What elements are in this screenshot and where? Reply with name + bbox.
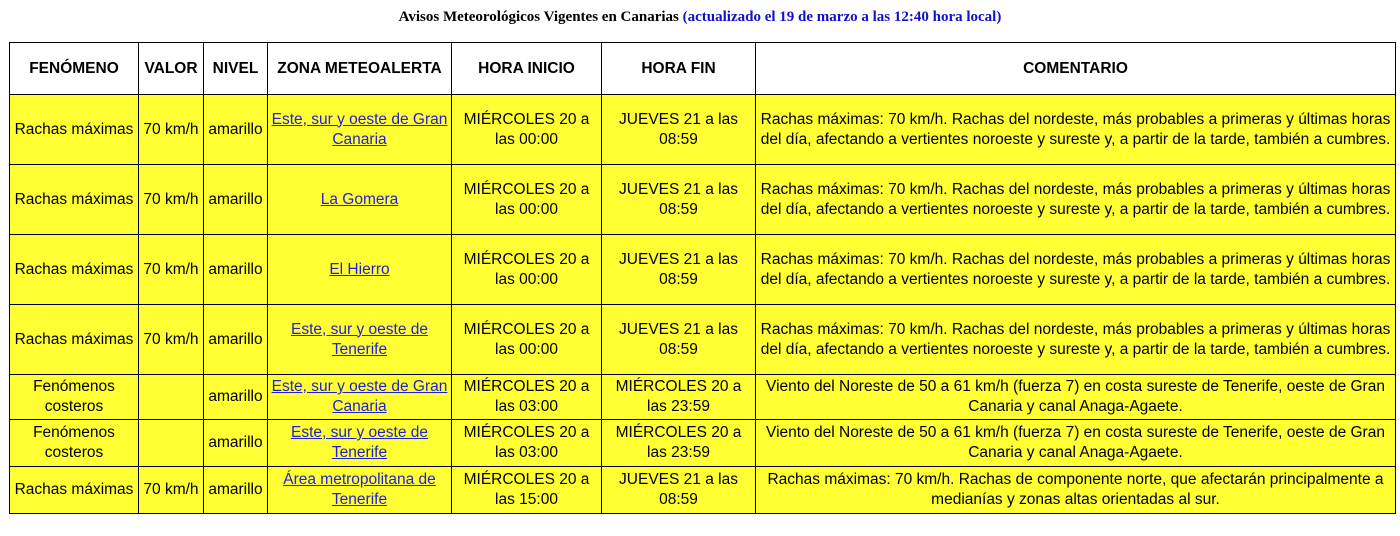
cell-valor	[139, 420, 204, 467]
header-zona: ZONA METEOALERTA	[268, 43, 452, 95]
cell-nivel: amarillo	[204, 95, 268, 165]
cell-valor: 70 km/h	[139, 165, 204, 235]
cell-fenomeno: Rachas máximas	[10, 95, 139, 165]
cell-hora-fin: JUEVES 21 a las 08:59	[602, 305, 756, 375]
cell-comentario: Viento del Noreste de 50 a 61 km/h (fuerza 7) en costa sureste de Tenerife, oeste de Gran Canaria y canal Anaga-Agaete.	[756, 375, 1396, 420]
cell-comentario: Rachas máximas: 70 km/h. Rachas del nordeste, más probables a primeras y últimas horas del día, afectando a vertientes noroeste y sureste y, a partir de la tarde, también a cumbres.	[756, 95, 1396, 165]
cell-comentario: Viento del Noreste de 50 a 61 km/h (fuerza 7) en costa sureste de Tenerife, oeste de Gran Canaria y canal Anaga-Agaete.	[756, 420, 1396, 467]
zona-link[interactable]: Este, sur y oeste de Gran Canaria	[271, 110, 448, 148]
cell-hora-inicio: MIÉRCOLES 20 a las 00:00	[452, 95, 602, 165]
cell-zona	[268, 467, 452, 514]
cell-nivel: amarillo	[204, 305, 268, 375]
cell-hora-inicio: MIÉRCOLES 20 a las 03:00	[452, 375, 602, 420]
cell-nivel: amarillo	[204, 375, 268, 420]
cell-valor: 70 km/h	[139, 305, 204, 375]
table-row	[10, 375, 1396, 420]
page-title	[0, 7, 1400, 27]
cell-hora-inicio: MIÉRCOLES 20 a las 15:00	[452, 467, 602, 514]
cell-hora-fin: JUEVES 21 a las 08:59	[602, 235, 756, 305]
cell-zona	[268, 95, 452, 165]
zona-link[interactable]: Este, sur y oeste de Gran Canaria	[271, 378, 448, 415]
header-fenomeno: FENÓMENO	[10, 43, 139, 95]
cell-hora-fin: JUEVES 21 a las 08:59	[602, 95, 756, 165]
cell-comentario: Rachas máximas: 70 km/h. Rachas del nordeste, más probables a primeras y últimas horas del día, afectando a vertientes noroeste y sureste y, a partir de la tarde, también a cumbres.	[756, 235, 1396, 305]
cell-nivel: amarillo	[204, 420, 268, 467]
zona-link[interactable]: Área metropolitana de Tenerife	[283, 471, 436, 508]
cell-nivel: amarillo	[204, 235, 268, 305]
cell-hora-inicio: MIÉRCOLES 20 a las 00:00	[452, 305, 602, 375]
header-nivel: NIVEL	[204, 43, 268, 95]
header-hora-fin: HORA FIN	[602, 43, 756, 95]
cell-comentario: Rachas máximas: 70 km/h. Rachas del nordeste, más probables a primeras y últimas horas del día, afectando a vertientes noroeste y sureste y, a partir de la tarde, también a cumbres.	[756, 165, 1396, 235]
table-header-row	[10, 43, 1396, 95]
cell-fenomeno: Rachas máximas	[10, 165, 139, 235]
table-row	[10, 235, 1396, 305]
header-valor: VALOR	[139, 43, 204, 95]
zona-link[interactable]: El Hierro	[329, 260, 390, 278]
cell-nivel: amarillo	[204, 467, 268, 514]
cell-valor	[139, 375, 204, 420]
cell-valor: 70 km/h	[139, 235, 204, 305]
warnings-table	[9, 42, 1396, 514]
table-row	[10, 420, 1396, 467]
zona-link[interactable]: Este, sur y oeste de Tenerife	[291, 320, 428, 358]
title-text: Avisos Meteorológicos Vigentes en Canarias	[398, 9, 679, 25]
cell-zona	[268, 235, 452, 305]
cell-hora-fin: JUEVES 21 a las 08:59	[602, 165, 756, 235]
zona-link[interactable]: Este, sur y oeste de Tenerife	[291, 424, 428, 461]
cell-fenomeno: Rachas máximas	[10, 305, 139, 375]
table-row	[10, 467, 1396, 514]
header-hora-inicio: HORA INICIO	[452, 43, 602, 95]
cell-fenomeno: Rachas máximas	[10, 235, 139, 305]
table-row	[10, 95, 1396, 165]
cell-zona	[268, 305, 452, 375]
cell-hora-fin: MIÉRCOLES 20 a las 23:59	[602, 375, 756, 420]
header-comentario: COMENTARIO	[756, 43, 1396, 95]
cell-fenomeno: Fenómenos costeros	[10, 420, 139, 467]
cell-valor: 70 km/h	[139, 467, 204, 514]
cell-hora-inicio: MIÉRCOLES 20 a las 00:00	[452, 165, 602, 235]
cell-hora-fin: JUEVES 21 a las 08:59	[602, 467, 756, 514]
zona-link[interactable]: La Gomera	[320, 190, 399, 208]
updated-timestamp: (actualizado el 19 de marzo a las 12:40 hora local)	[682, 9, 1002, 25]
cell-fenomeno: Fenómenos costeros	[10, 375, 139, 420]
cell-comentario: Rachas máximas: 70 km/h. Rachas de componente norte, que afectarán principalmente a medianías y zonas altas orientadas al sur.	[756, 467, 1396, 514]
table-row	[10, 305, 1396, 375]
cell-zona	[268, 420, 452, 467]
cell-zona	[268, 165, 452, 235]
cell-hora-inicio: MIÉRCOLES 20 a las 00:00	[452, 235, 602, 305]
cell-valor: 70 km/h	[139, 95, 204, 165]
table-row	[10, 165, 1396, 235]
cell-fenomeno: Rachas máximas	[10, 467, 139, 514]
cell-hora-inicio: MIÉRCOLES 20 a las 03:00	[452, 420, 602, 467]
cell-comentario: Rachas máximas: 70 km/h. Rachas del nordeste, más probables a primeras y últimas horas del día, afectando a vertientes noroeste y sureste y, a partir de la tarde, también a cumbres.	[756, 305, 1396, 375]
cell-hora-fin: MIÉRCOLES 20 a las 23:59	[602, 420, 756, 467]
cell-zona	[268, 375, 452, 420]
cell-nivel: amarillo	[204, 165, 268, 235]
